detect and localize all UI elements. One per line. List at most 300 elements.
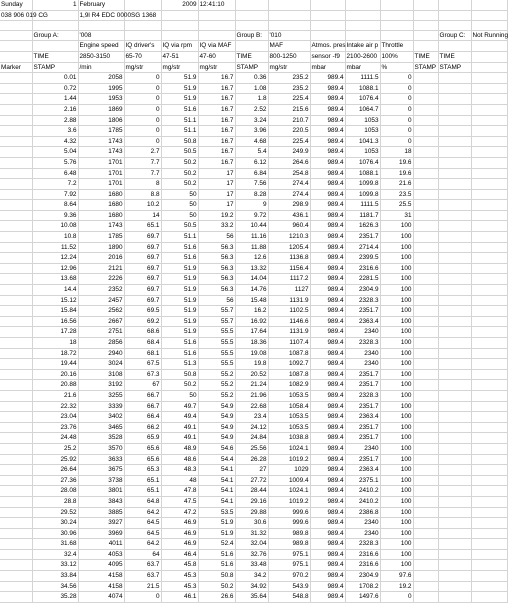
table-cell[interactable] [438, 486, 471, 497]
table-cell[interactable]: 1701 [78, 168, 124, 179]
table-cell[interactable]: 65.1 [124, 475, 161, 486]
table-cell[interactable]: 51.9 [161, 295, 198, 306]
header-cell[interactable]: Sunday [0, 0, 32, 10]
table-cell[interactable] [413, 306, 438, 317]
table-cell[interactable] [471, 465, 507, 476]
table-cell[interactable] [471, 136, 507, 147]
table-cell[interactable]: 989.4 [310, 126, 345, 137]
header-cell[interactable] [161, 30, 198, 41]
header-cell[interactable] [438, 0, 471, 10]
table-cell[interactable]: 18 [32, 338, 78, 349]
table-cell[interactable] [438, 581, 471, 592]
header-cell[interactable] [124, 0, 161, 10]
table-cell[interactable]: 1995 [78, 83, 124, 94]
table-cell[interactable]: 2375.1 [345, 475, 380, 486]
table-cell[interactable]: 56 [198, 232, 235, 243]
table-cell[interactable]: 34.92 [235, 581, 268, 592]
table-cell[interactable] [471, 83, 507, 94]
table-cell[interactable]: 989.4 [310, 380, 345, 391]
table-cell[interactable]: 2856 [78, 338, 124, 349]
table-cell[interactable] [471, 433, 507, 444]
table-cell[interactable]: 989.4 [310, 412, 345, 423]
table-cell[interactable]: 1076.4 [345, 94, 380, 105]
table-cell[interactable]: 0 [124, 83, 161, 94]
table-cell[interactable]: 68.1 [124, 348, 161, 359]
table-cell[interactable]: 3.6 [32, 126, 78, 137]
table-cell[interactable]: 28.8 [32, 496, 78, 507]
table-cell[interactable] [413, 232, 438, 243]
table-cell[interactable] [0, 179, 32, 190]
table-cell[interactable] [413, 412, 438, 423]
table-cell[interactable] [438, 390, 471, 401]
header-cell[interactable] [268, 10, 310, 21]
header-cell[interactable] [198, 30, 235, 41]
table-cell[interactable]: 56.3 [198, 242, 235, 253]
table-cell[interactable]: 6.48 [32, 168, 78, 179]
header-cell[interactable]: 47-51 [161, 51, 198, 62]
table-cell[interactable]: 66.4 [124, 412, 161, 423]
table-cell[interactable]: 989.4 [310, 157, 345, 168]
table-cell[interactable]: 100 [380, 253, 413, 264]
table-cell[interactable]: 1890 [78, 242, 124, 253]
table-cell[interactable]: 31.68 [32, 539, 78, 550]
table-cell[interactable]: 2363.4 [345, 316, 380, 327]
table-cell[interactable] [471, 486, 507, 497]
table-cell[interactable]: 26.6 [198, 592, 235, 603]
table-cell[interactable] [471, 274, 507, 285]
header-cell[interactable] [471, 0, 507, 10]
header-cell[interactable] [235, 0, 268, 10]
table-cell[interactable] [413, 136, 438, 147]
table-cell[interactable]: 67 [124, 380, 161, 391]
table-cell[interactable]: 47.8 [161, 486, 198, 497]
table-cell[interactable]: 7.2 [32, 179, 78, 190]
table-cell[interactable]: 17.64 [235, 327, 268, 338]
table-cell[interactable]: 989.4 [310, 221, 345, 232]
table-cell[interactable]: 3801 [78, 486, 124, 497]
table-cell[interactable] [413, 327, 438, 338]
table-cell[interactable]: 69.2 [124, 316, 161, 327]
table-cell[interactable] [438, 306, 471, 317]
table-cell[interactable] [0, 221, 32, 232]
header-cell[interactable] [32, 21, 78, 31]
table-cell[interactable]: 46.9 [161, 528, 198, 539]
header-cell[interactable] [471, 41, 507, 52]
table-cell[interactable] [438, 242, 471, 253]
table-cell[interactable]: 989.4 [310, 179, 345, 190]
table-cell[interactable]: 34.2 [235, 571, 268, 582]
table-cell[interactable]: 2363.4 [345, 412, 380, 423]
table-cell[interactable]: 4011 [78, 539, 124, 550]
table-cell[interactable]: 1708.2 [345, 581, 380, 592]
table-cell[interactable]: 65.1 [124, 486, 161, 497]
table-cell[interactable] [438, 571, 471, 582]
table-cell[interactable]: 0.72 [32, 83, 78, 94]
table-cell[interactable]: 25.92 [32, 454, 78, 465]
table-cell[interactable] [413, 518, 438, 529]
table-cell[interactable]: 16.7 [198, 157, 235, 168]
table-cell[interactable]: 64.2 [124, 507, 161, 518]
table-cell[interactable] [0, 390, 32, 401]
table-cell[interactable]: 1058.4 [268, 401, 310, 412]
table-cell[interactable]: 225.4 [268, 94, 310, 105]
table-cell[interactable] [471, 369, 507, 380]
table-cell[interactable] [438, 518, 471, 529]
table-cell[interactable] [0, 581, 32, 592]
table-cell[interactable] [438, 94, 471, 105]
table-cell[interactable] [438, 443, 471, 454]
table-cell[interactable] [413, 390, 438, 401]
table-cell[interactable] [471, 189, 507, 200]
table-cell[interactable]: 31 [380, 210, 413, 221]
table-cell[interactable]: 1107.4 [268, 338, 310, 349]
table-cell[interactable]: 2351.7 [345, 401, 380, 412]
table-cell[interactable]: 2410.2 [345, 496, 380, 507]
table-cell[interactable]: 54.1 [198, 465, 235, 476]
table-cell[interactable]: 4095 [78, 560, 124, 571]
table-cell[interactable]: 51.6 [198, 560, 235, 571]
table-cell[interactable] [471, 221, 507, 232]
table-cell[interactable]: 100 [380, 263, 413, 274]
table-cell[interactable]: 2016 [78, 253, 124, 264]
table-cell[interactable] [413, 486, 438, 497]
table-cell[interactable]: 48.6 [161, 454, 198, 465]
table-cell[interactable]: 975.1 [268, 549, 310, 560]
table-cell[interactable] [413, 528, 438, 539]
table-cell[interactable] [413, 475, 438, 486]
table-cell[interactable]: 11.88 [235, 242, 268, 253]
table-cell[interactable]: 50 [161, 390, 198, 401]
table-cell[interactable]: 2751 [78, 327, 124, 338]
table-cell[interactable]: 6.84 [235, 168, 268, 179]
table-cell[interactable]: 989.4 [310, 348, 345, 359]
table-cell[interactable]: 1087.8 [268, 348, 310, 359]
table-cell[interactable]: 51.9 [161, 73, 198, 84]
table-cell[interactable]: 0 [380, 94, 413, 105]
table-cell[interactable]: 45.3 [161, 571, 198, 582]
table-cell[interactable]: 1076.4 [345, 157, 380, 168]
table-cell[interactable] [471, 422, 507, 433]
table-cell[interactable] [438, 115, 471, 126]
table-cell[interactable]: 210.7 [268, 115, 310, 126]
header-cell[interactable]: 100% [380, 51, 413, 62]
table-cell[interactable] [471, 115, 507, 126]
table-cell[interactable]: 56.3 [198, 263, 235, 274]
table-cell[interactable] [413, 380, 438, 391]
table-cell[interactable]: 100 [380, 348, 413, 359]
table-cell[interactable]: 2316.6 [345, 549, 380, 560]
table-cell[interactable] [0, 486, 32, 497]
table-cell[interactable]: 1205.4 [268, 242, 310, 253]
header-cell[interactable] [413, 10, 438, 21]
table-cell[interactable]: 9.36 [32, 210, 78, 221]
table-cell[interactable]: 1053.5 [268, 412, 310, 423]
table-cell[interactable]: 0.36 [235, 73, 268, 84]
table-cell[interactable] [413, 465, 438, 476]
header-cell[interactable]: sensor -f9 [310, 51, 345, 62]
table-cell[interactable]: 215.6 [268, 104, 310, 115]
table-cell[interactable]: 989.4 [310, 359, 345, 370]
header-cell[interactable] [198, 10, 235, 21]
header-cell[interactable]: TIME [32, 51, 78, 62]
header-cell[interactable] [345, 21, 380, 31]
table-cell[interactable]: 989.4 [310, 104, 345, 115]
table-cell[interactable]: 2351.7 [345, 306, 380, 317]
table-cell[interactable] [413, 168, 438, 179]
table-cell[interactable]: 989.4 [310, 518, 345, 529]
table-cell[interactable] [413, 200, 438, 211]
table-cell[interactable]: 3633 [78, 454, 124, 465]
table-cell[interactable] [438, 359, 471, 370]
table-cell[interactable]: 64 [124, 549, 161, 560]
table-cell[interactable] [471, 539, 507, 550]
table-cell[interactable]: 100 [380, 539, 413, 550]
table-cell[interactable] [413, 253, 438, 264]
table-cell[interactable]: 20.16 [32, 369, 78, 380]
table-cell[interactable]: 3402 [78, 412, 124, 423]
table-cell[interactable]: 4158 [78, 571, 124, 582]
table-cell[interactable]: 8.8 [124, 189, 161, 200]
table-cell[interactable]: 989.8 [268, 539, 310, 550]
table-cell[interactable]: 19.6 [380, 168, 413, 179]
table-cell[interactable] [438, 338, 471, 349]
table-cell[interactable]: 69.7 [124, 232, 161, 243]
table-cell[interactable] [413, 126, 438, 137]
table-cell[interactable]: 27.72 [235, 475, 268, 486]
table-cell[interactable] [0, 295, 32, 306]
header-cell[interactable]: mbar [345, 62, 380, 73]
table-cell[interactable]: 989.4 [310, 115, 345, 126]
table-cell[interactable]: 1743 [78, 221, 124, 232]
table-cell[interactable]: 989.4 [310, 200, 345, 211]
table-cell[interactable]: 24.48 [32, 433, 78, 444]
table-cell[interactable]: 10.8 [32, 232, 78, 243]
table-cell[interactable]: 10.44 [235, 221, 268, 232]
header-cell[interactable] [380, 30, 413, 41]
table-cell[interactable]: 34.56 [32, 581, 78, 592]
table-cell[interactable]: 33.84 [32, 571, 78, 582]
table-cell[interactable] [0, 327, 32, 338]
header-cell[interactable] [471, 21, 507, 31]
table-cell[interactable]: 4074 [78, 592, 124, 603]
table-cell[interactable]: 2399.5 [345, 253, 380, 264]
table-cell[interactable]: 21.6 [380, 179, 413, 190]
table-cell[interactable]: 1088.1 [345, 83, 380, 94]
table-cell[interactable] [413, 496, 438, 507]
header-cell[interactable] [310, 10, 345, 21]
table-cell[interactable]: 264.6 [268, 157, 310, 168]
table-cell[interactable]: 30.24 [32, 518, 78, 529]
table-cell[interactable]: 55.7 [198, 316, 235, 327]
table-cell[interactable]: 235.2 [268, 83, 310, 94]
table-cell[interactable]: 14.76 [235, 285, 268, 296]
table-cell[interactable]: 54.9 [198, 401, 235, 412]
table-cell[interactable]: 1181.7 [345, 210, 380, 221]
table-cell[interactable]: 51.9 [161, 274, 198, 285]
table-cell[interactable] [413, 83, 438, 94]
table-cell[interactable] [438, 221, 471, 232]
table-cell[interactable]: 3255 [78, 390, 124, 401]
table-cell[interactable] [0, 253, 32, 264]
table-cell[interactable]: 50 [161, 210, 198, 221]
table-cell[interactable]: 989.4 [310, 73, 345, 84]
header-cell[interactable]: STAMP [413, 62, 438, 73]
table-cell[interactable]: 100 [380, 433, 413, 444]
table-cell[interactable]: 51.9 [161, 316, 198, 327]
table-cell[interactable]: 1019.2 [268, 496, 310, 507]
table-cell[interactable]: 1053.5 [268, 422, 310, 433]
table-cell[interactable]: 1680 [78, 200, 124, 211]
table-cell[interactable]: 989.4 [310, 581, 345, 592]
table-cell[interactable]: 1038.8 [268, 433, 310, 444]
header-cell[interactable] [235, 41, 268, 52]
table-cell[interactable]: 51.9 [198, 518, 235, 529]
table-cell[interactable]: 69.7 [124, 253, 161, 264]
table-cell[interactable]: 0 [380, 115, 413, 126]
table-cell[interactable] [471, 401, 507, 412]
table-cell[interactable]: 989.4 [310, 285, 345, 296]
table-cell[interactable]: 1743 [78, 136, 124, 147]
table-cell[interactable]: 16.7 [198, 136, 235, 147]
table-cell[interactable] [471, 412, 507, 423]
table-cell[interactable]: 23.04 [32, 412, 78, 423]
table-cell[interactable]: 28.44 [235, 486, 268, 497]
table-cell[interactable]: 989.4 [310, 433, 345, 444]
table-cell[interactable]: 2.16 [32, 104, 78, 115]
header-cell[interactable]: mg/str [161, 62, 198, 73]
table-cell[interactable]: 989.4 [310, 253, 345, 264]
table-cell[interactable] [471, 210, 507, 221]
table-cell[interactable] [0, 189, 32, 200]
table-cell[interactable]: 51.9 [161, 83, 198, 94]
table-cell[interactable]: 2281.5 [345, 274, 380, 285]
table-cell[interactable]: 48 [161, 475, 198, 486]
table-cell[interactable] [471, 263, 507, 274]
table-cell[interactable] [0, 454, 32, 465]
table-cell[interactable]: 0 [124, 115, 161, 126]
table-cell[interactable]: 7.92 [32, 189, 78, 200]
table-cell[interactable]: 35.28 [32, 592, 78, 603]
table-cell[interactable]: 989.4 [310, 454, 345, 465]
header-cell[interactable]: Group A: [32, 30, 78, 41]
table-cell[interactable] [471, 285, 507, 296]
table-cell[interactable]: 989.4 [310, 369, 345, 380]
header-cell[interactable]: TIME [235, 51, 268, 62]
table-cell[interactable]: 33.48 [235, 560, 268, 571]
table-cell[interactable]: 50.5 [161, 147, 198, 158]
table-cell[interactable]: 274.4 [268, 179, 310, 190]
table-cell[interactable]: 45.3 [161, 581, 198, 592]
table-cell[interactable] [0, 518, 32, 529]
table-cell[interactable]: 50.2 [161, 380, 198, 391]
table-cell[interactable]: 8.64 [32, 200, 78, 211]
table-cell[interactable]: 2351.7 [345, 422, 380, 433]
table-cell[interactable] [413, 348, 438, 359]
table-cell[interactable]: 1024.1 [268, 443, 310, 454]
table-cell[interactable] [438, 507, 471, 518]
table-cell[interactable]: 33.12 [32, 560, 78, 571]
table-cell[interactable] [0, 73, 32, 84]
table-cell[interactable]: 17 [198, 200, 235, 211]
table-cell[interactable]: 35.64 [235, 592, 268, 603]
table-cell[interactable]: 3339 [78, 401, 124, 412]
table-cell[interactable] [438, 496, 471, 507]
table-cell[interactable]: 12.24 [32, 253, 78, 264]
header-cell[interactable]: 47-60 [198, 51, 235, 62]
table-cell[interactable]: 22.68 [235, 401, 268, 412]
table-cell[interactable]: 63.7 [124, 560, 161, 571]
table-cell[interactable] [0, 115, 32, 126]
table-cell[interactable]: 45.8 [161, 560, 198, 571]
table-cell[interactable]: 3969 [78, 528, 124, 539]
table-cell[interactable]: 33.2 [198, 221, 235, 232]
table-cell[interactable] [413, 560, 438, 571]
table-cell[interactable]: 1146.6 [268, 316, 310, 327]
table-cell[interactable]: 0 [124, 592, 161, 603]
table-cell[interactable] [413, 549, 438, 560]
table-cell[interactable] [471, 454, 507, 465]
table-cell[interactable] [438, 454, 471, 465]
table-cell[interactable]: 64.5 [124, 518, 161, 529]
table-cell[interactable]: 100 [380, 560, 413, 571]
table-cell[interactable] [413, 242, 438, 253]
table-cell[interactable]: 2340 [345, 327, 380, 338]
table-cell[interactable]: 1497.6 [345, 592, 380, 603]
table-cell[interactable] [438, 189, 471, 200]
header-cell[interactable]: 1,9l R4 EDC 0000SG 1368 [78, 10, 124, 21]
header-cell[interactable] [198, 21, 235, 31]
header-cell[interactable]: 2100-2600 [345, 51, 380, 62]
table-cell[interactable]: 5.04 [32, 147, 78, 158]
table-cell[interactable]: 975.1 [268, 560, 310, 571]
table-cell[interactable] [438, 263, 471, 274]
table-cell[interactable]: 989.8 [268, 528, 310, 539]
table-cell[interactable] [0, 412, 32, 423]
table-cell[interactable] [413, 104, 438, 115]
table-cell[interactable] [438, 465, 471, 476]
table-cell[interactable]: 0 [380, 83, 413, 94]
table-cell[interactable]: 26.64 [32, 465, 78, 476]
table-cell[interactable]: 51.6 [161, 253, 198, 264]
table-cell[interactable]: 29.88 [235, 507, 268, 518]
table-cell[interactable]: 51.6 [198, 549, 235, 560]
header-cell[interactable] [413, 41, 438, 52]
table-cell[interactable] [438, 179, 471, 190]
header-cell[interactable]: TIME [438, 51, 471, 62]
table-cell[interactable]: 25.2 [32, 443, 78, 454]
table-cell[interactable]: 17.28 [32, 327, 78, 338]
table-cell[interactable]: 100 [380, 412, 413, 423]
table-cell[interactable]: 23.5 [380, 189, 413, 200]
table-cell[interactable]: 50.2 [161, 179, 198, 190]
table-cell[interactable]: 16.7 [198, 83, 235, 94]
header-cell[interactable]: 800-1250 [268, 51, 310, 62]
table-cell[interactable] [438, 210, 471, 221]
header-cell[interactable] [310, 30, 345, 41]
table-cell[interactable] [438, 549, 471, 560]
table-cell[interactable]: 100 [380, 359, 413, 370]
table-cell[interactable] [413, 73, 438, 84]
table-cell[interactable]: 13.32 [235, 263, 268, 274]
header-cell[interactable]: 12:41:10 [198, 0, 235, 10]
table-cell[interactable] [438, 401, 471, 412]
table-cell[interactable]: 51.9 [161, 94, 198, 105]
table-cell[interactable] [0, 560, 32, 571]
table-cell[interactable]: 2351.7 [345, 454, 380, 465]
header-cell[interactable] [438, 10, 471, 21]
table-cell[interactable] [471, 348, 507, 359]
table-cell[interactable]: 989.4 [310, 507, 345, 518]
